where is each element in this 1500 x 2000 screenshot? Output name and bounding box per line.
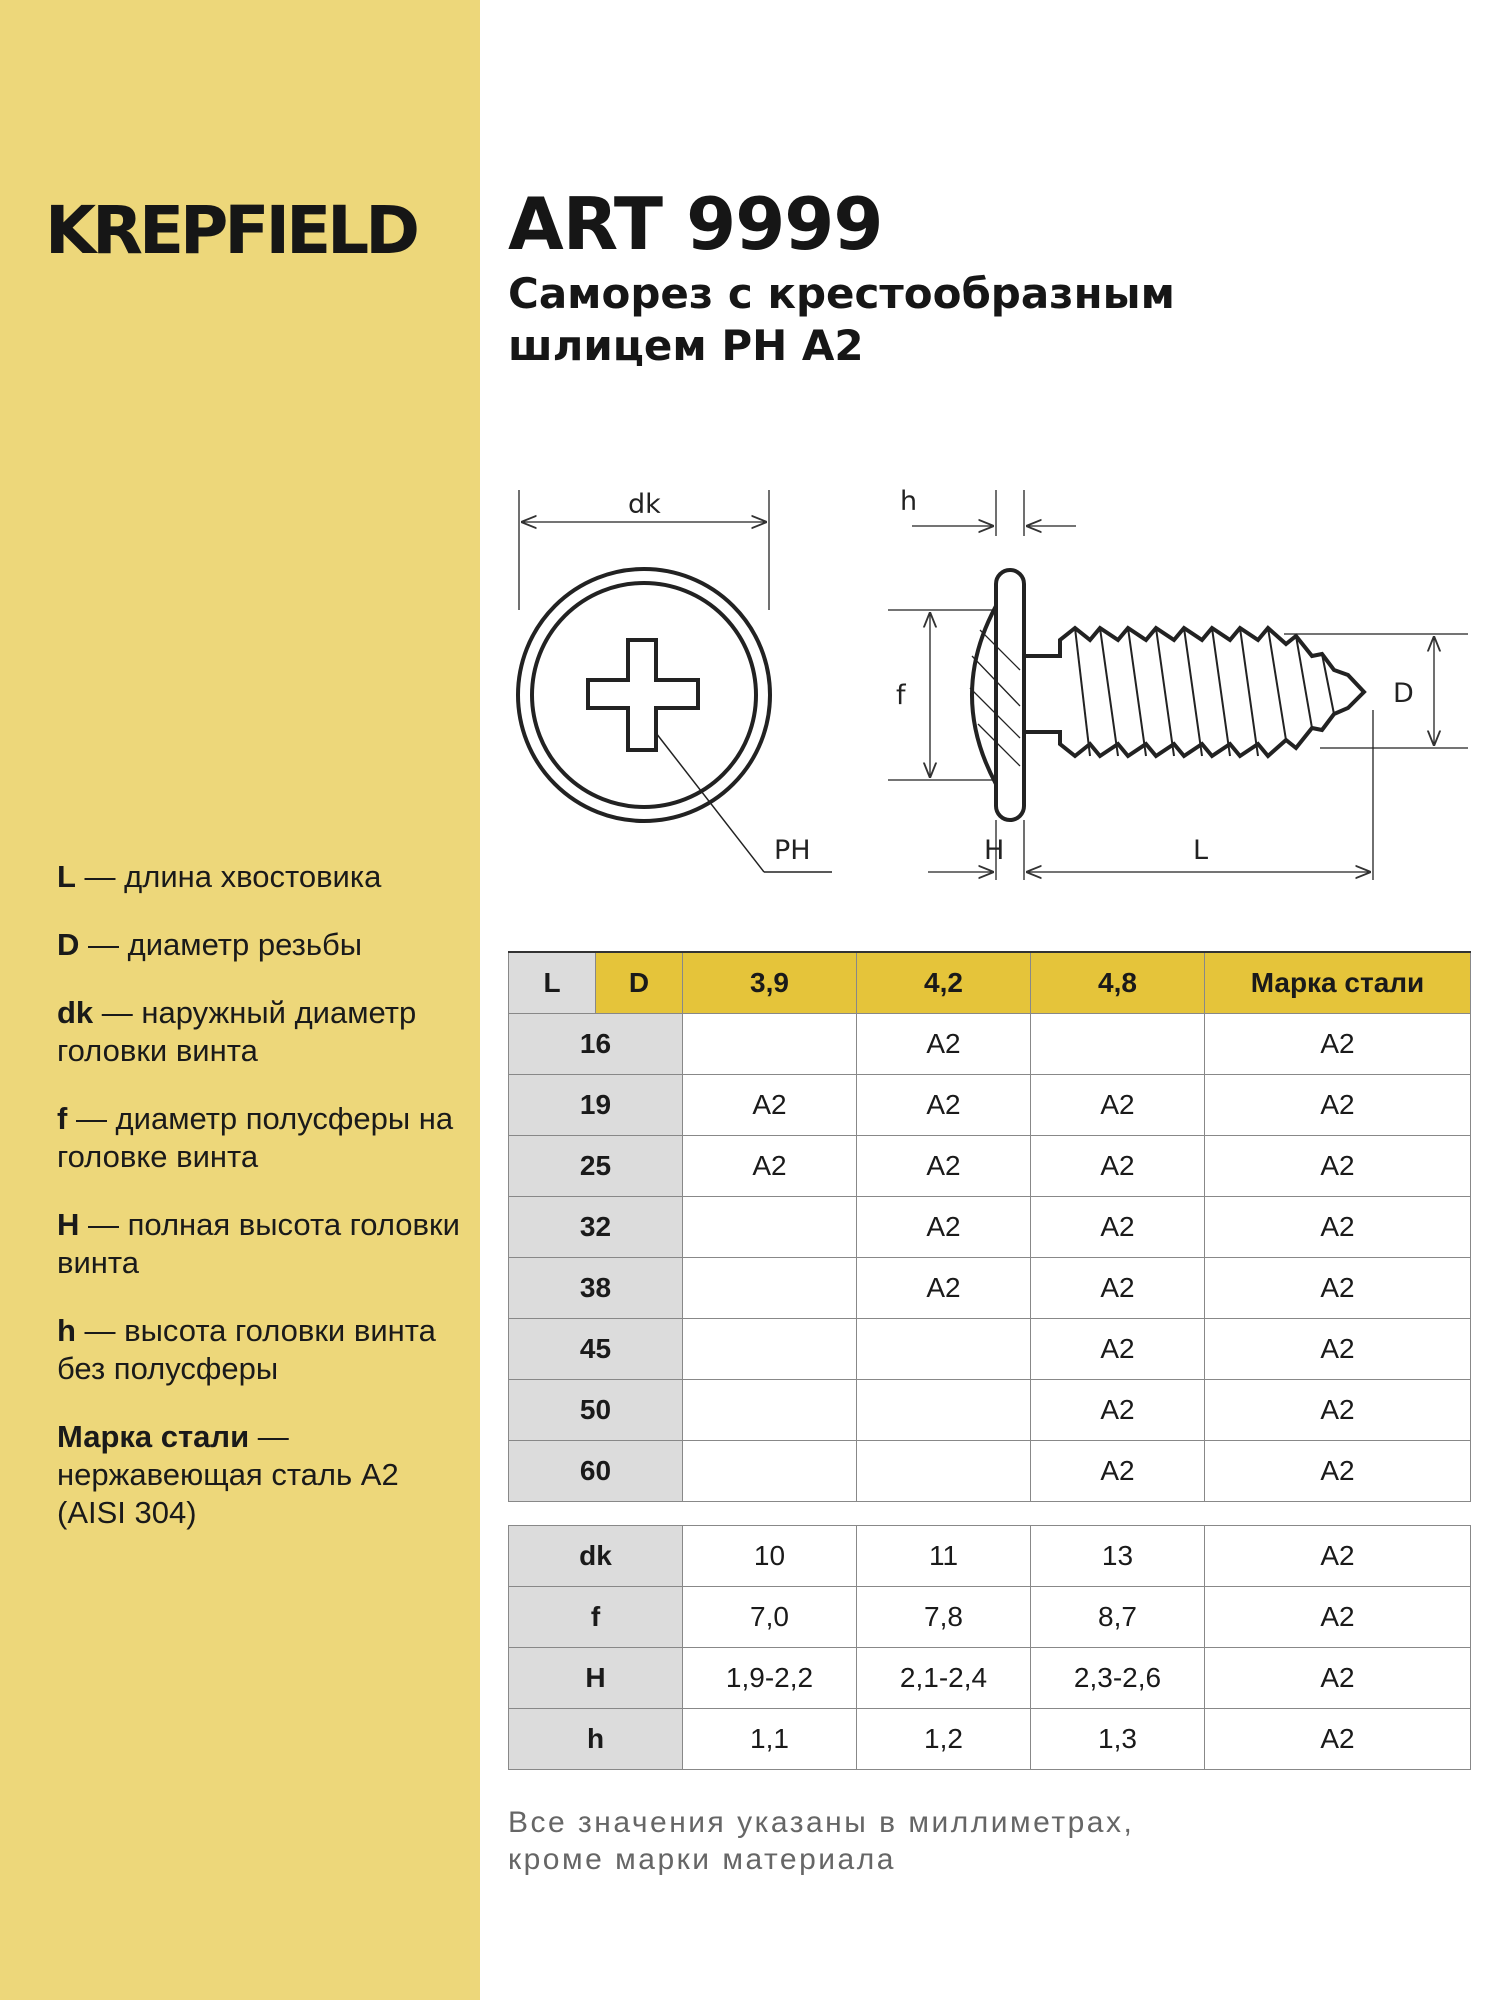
table-row [509, 1709, 1471, 1770]
units-note-line2: кроме марки материала [508, 1843, 896, 1876]
label-f: f [896, 680, 906, 711]
article-number: ART 9999 [508, 182, 883, 266]
legend-item-dk: dk — наружный диаметр головки винта [57, 995, 417, 1068]
header-cell: D [596, 952, 683, 1014]
product-title-line2: шлицем PH A2 [508, 321, 864, 370]
table-cell: 7,0 [683, 1587, 857, 1648]
size-table [508, 951, 1471, 1502]
table-cell: A2 [1031, 1136, 1205, 1197]
table-cell [683, 1197, 857, 1258]
row-param-cell: f [509, 1587, 683, 1648]
table-cell: A2 [683, 1136, 857, 1197]
brand-logo: KREPFIELD [45, 192, 416, 269]
table-cell: A2 [1205, 1380, 1471, 1441]
table-row [509, 1441, 1471, 1502]
table-cell: 1,2 [857, 1709, 1031, 1770]
table-cell [683, 1319, 857, 1380]
label-H: H [984, 835, 1005, 866]
table-cell: A2 [1031, 1258, 1205, 1319]
row-length-cell: 16 [509, 1014, 683, 1075]
table-cell [683, 1014, 857, 1075]
table-cell [1031, 1014, 1205, 1075]
product-title [508, 268, 1408, 372]
table-cell: A2 [857, 1258, 1031, 1319]
table-cell: A2 [1205, 1014, 1471, 1075]
table-cell: A2 [857, 1014, 1031, 1075]
legend-list [57, 858, 467, 1562]
table-cell: 2,3-2,6 [1031, 1648, 1205, 1709]
table-row [509, 1197, 1471, 1258]
table-cell: 8,7 [1031, 1587, 1205, 1648]
table-cell [857, 1380, 1031, 1441]
units-note [508, 1804, 1458, 1878]
table-row [509, 1587, 1471, 1648]
table-cell: 1,9-2,2 [683, 1648, 857, 1709]
dimensions-table [508, 1525, 1471, 1770]
table-cell: 13 [1031, 1526, 1205, 1587]
table-cell: A2 [1205, 1136, 1471, 1197]
table-cell [857, 1319, 1031, 1380]
table-cell: A2 [1205, 1526, 1471, 1587]
table-row [509, 1526, 1471, 1587]
table-cell [683, 1258, 857, 1319]
table-cell: 7,8 [857, 1587, 1031, 1648]
table-cell: 2,1-2,4 [857, 1648, 1031, 1709]
row-param-cell: H [509, 1648, 683, 1709]
table-cell [683, 1441, 857, 1502]
row-length-cell: 50 [509, 1380, 683, 1441]
table-cell: A2 [1205, 1587, 1471, 1648]
table-cell: A2 [1205, 1075, 1471, 1136]
row-length-cell: 45 [509, 1319, 683, 1380]
label-dk: dk [628, 489, 661, 520]
header-cell: L [509, 952, 596, 1014]
screw-drawing [500, 470, 1500, 910]
legend-item-L: L — длина хвостовика [57, 859, 382, 894]
table-row [509, 1648, 1471, 1709]
table-cell: A2 [1031, 1441, 1205, 1502]
header-cell: 3,9 [683, 952, 857, 1014]
row-param-cell: h [509, 1709, 683, 1770]
legend-item-H: H — полная высота головки винта [57, 1207, 460, 1280]
table-cell: A2 [857, 1197, 1031, 1258]
table-cell: A2 [1031, 1319, 1205, 1380]
table-row [509, 1075, 1471, 1136]
table-cell: 10 [683, 1526, 857, 1587]
table-cell: 1,3 [1031, 1709, 1205, 1770]
table-cell: A2 [1205, 1709, 1471, 1770]
table-row [509, 1258, 1471, 1319]
header-cell: 4,2 [857, 952, 1031, 1014]
screw-side-view [888, 490, 1468, 880]
table-row [509, 1380, 1471, 1441]
legend-item-h: h — высота головки винта без полусферы [57, 1313, 436, 1386]
row-length-cell: 19 [509, 1075, 683, 1136]
row-length-cell: 60 [509, 1441, 683, 1502]
table-cell: A2 [857, 1136, 1031, 1197]
row-length-cell: 38 [509, 1258, 683, 1319]
header-cell: 4,8 [1031, 952, 1205, 1014]
units-note-line1: Все значения указаны в миллиметрах, [508, 1806, 1135, 1839]
table-cell [857, 1441, 1031, 1502]
table-cell: 11 [857, 1526, 1031, 1587]
table-cell: A2 [1031, 1075, 1205, 1136]
table-cell: A2 [683, 1075, 857, 1136]
row-length-cell: 32 [509, 1197, 683, 1258]
label-h: h [900, 486, 918, 517]
table-cell: A2 [1205, 1319, 1471, 1380]
table-cell: A2 [1205, 1441, 1471, 1502]
header-cell: Марка стали [1205, 952, 1471, 1014]
table-cell: A2 [1205, 1258, 1471, 1319]
row-param-cell: dk [509, 1526, 683, 1587]
table-cell: 1,1 [683, 1709, 857, 1770]
legend-item-steel: Марка стали — нержавеющая сталь A2 (AISI 304) [57, 1419, 399, 1530]
table-cell: A2 [1205, 1197, 1471, 1258]
product-title-line1: Саморез с крестообразным [508, 269, 1175, 318]
table-cell: A2 [857, 1075, 1031, 1136]
legend-item-D: D — диаметр резьбы [57, 927, 363, 962]
screw-head-front-view [518, 490, 832, 872]
table-cell: A2 [1031, 1197, 1205, 1258]
size-table-header [509, 952, 1471, 1014]
table-cell: A2 [1205, 1648, 1471, 1709]
legend-item-f: f — диаметр полусферы на головке винта [57, 1101, 454, 1174]
table-row [509, 1136, 1471, 1197]
table-cell [683, 1380, 857, 1441]
label-L: L [1193, 835, 1209, 866]
row-length-cell: 25 [509, 1136, 683, 1197]
label-PH: PH [774, 835, 811, 866]
table-row [509, 1319, 1471, 1380]
table-cell: A2 [1031, 1380, 1205, 1441]
label-D: D [1393, 678, 1414, 709]
table-row [509, 1014, 1471, 1075]
